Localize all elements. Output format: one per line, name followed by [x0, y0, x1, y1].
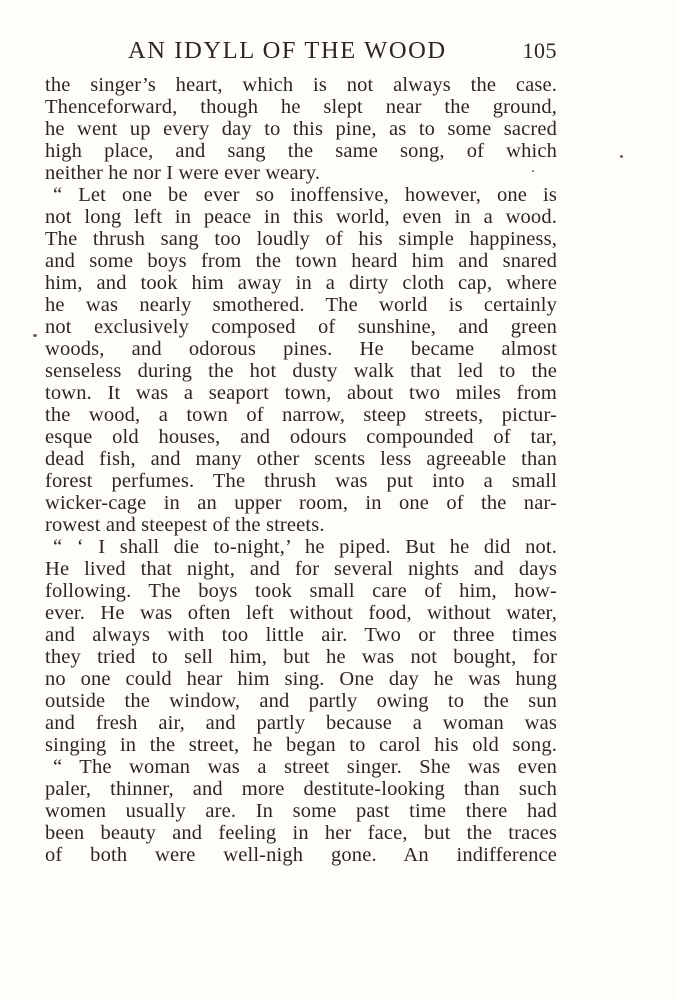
text-line: following. The boys took small care of him, how-: [45, 580, 557, 602]
margin-speck: [620, 155, 623, 158]
text-line: wicker-cage in an upper room, in one of the nar-: [45, 492, 557, 514]
text-line: he was nearly smothered. The world is certainly: [45, 294, 557, 316]
body-text: [45, 74, 557, 866]
text-line: woods, and odorous pines. He became almost: [45, 338, 557, 360]
text-line: dead fish, and many other scents less agreeable than: [45, 448, 557, 470]
text-line: no one could hear him sing. One day he was hung: [45, 668, 557, 690]
text-line: the wood, a town of narrow, steep streets, pictur-: [45, 404, 557, 426]
text-line: “ The woman was a street singer. She was even: [53, 756, 557, 778]
text-line: He lived that night, and for several nights and days: [45, 558, 557, 580]
text-line: neither he nor I were ever weary.: [45, 162, 321, 184]
text-line: “ Let one be ever so inoffensive, however, one is: [53, 184, 557, 206]
text-line: high place, and sang the same song, of which: [45, 140, 557, 162]
text-line: Thenceforward, though he slept near the ground,: [45, 96, 557, 118]
text-line: singing in the street, he began to carol his old song.: [45, 734, 557, 756]
text-line: “ ‘ I shall die to-night,’ he piped. But he did not.: [53, 536, 557, 558]
text-line: ever. He was often left without food, without water,: [45, 602, 557, 624]
text-line: him, and took him away in a dirty cloth cap, where: [45, 272, 557, 294]
text-line: and fresh air, and partly because a woman was: [45, 712, 557, 734]
text-line: forest perfumes. The thrush was put into a small: [45, 470, 557, 492]
running-title: AN IDYLL OF THE WOOD: [128, 37, 447, 64]
text-line: paler, thinner, and more destitute-looking than such: [45, 778, 557, 800]
margin-speck: [33, 334, 37, 337]
text-line: and some boys from the town heard him and snared: [45, 250, 557, 272]
text-line: outside the window, and partly owing to the sun: [45, 690, 557, 712]
text-line: not long left in peace in this world, even in a wood.: [45, 206, 557, 228]
text-line: they tried to sell him, but he was not bought, for: [45, 646, 557, 668]
text-line: not exclusively composed of sunshine, and green: [45, 316, 557, 338]
text-line: the singer’s heart, which is not always the case.: [45, 74, 557, 96]
running-head: [45, 34, 557, 68]
text-line: The thrush sang too loudly of his simple happiness,: [45, 228, 557, 250]
text-line: rowest and steepest of the streets.: [45, 514, 325, 536]
text-line: senseless during the hot dusty walk that led to the: [45, 360, 557, 382]
page-number: 105: [522, 38, 557, 63]
text-line: esque old houses, and odours compounded of tar,: [45, 426, 557, 448]
text-line: of both were well-nigh gone. An indifference: [45, 844, 557, 866]
text-line: town. It was a seaport town, about two miles from: [45, 382, 557, 404]
text-line: he went up every day to this pine, as to some sacred: [45, 118, 557, 140]
text-line: and always with too little air. Two or three times: [45, 624, 557, 646]
text-line: women usually are. In some past time there had: [45, 800, 557, 822]
text-line: been beauty and feeling in her face, but the traces: [45, 822, 557, 844]
margin-speck: [532, 170, 534, 172]
